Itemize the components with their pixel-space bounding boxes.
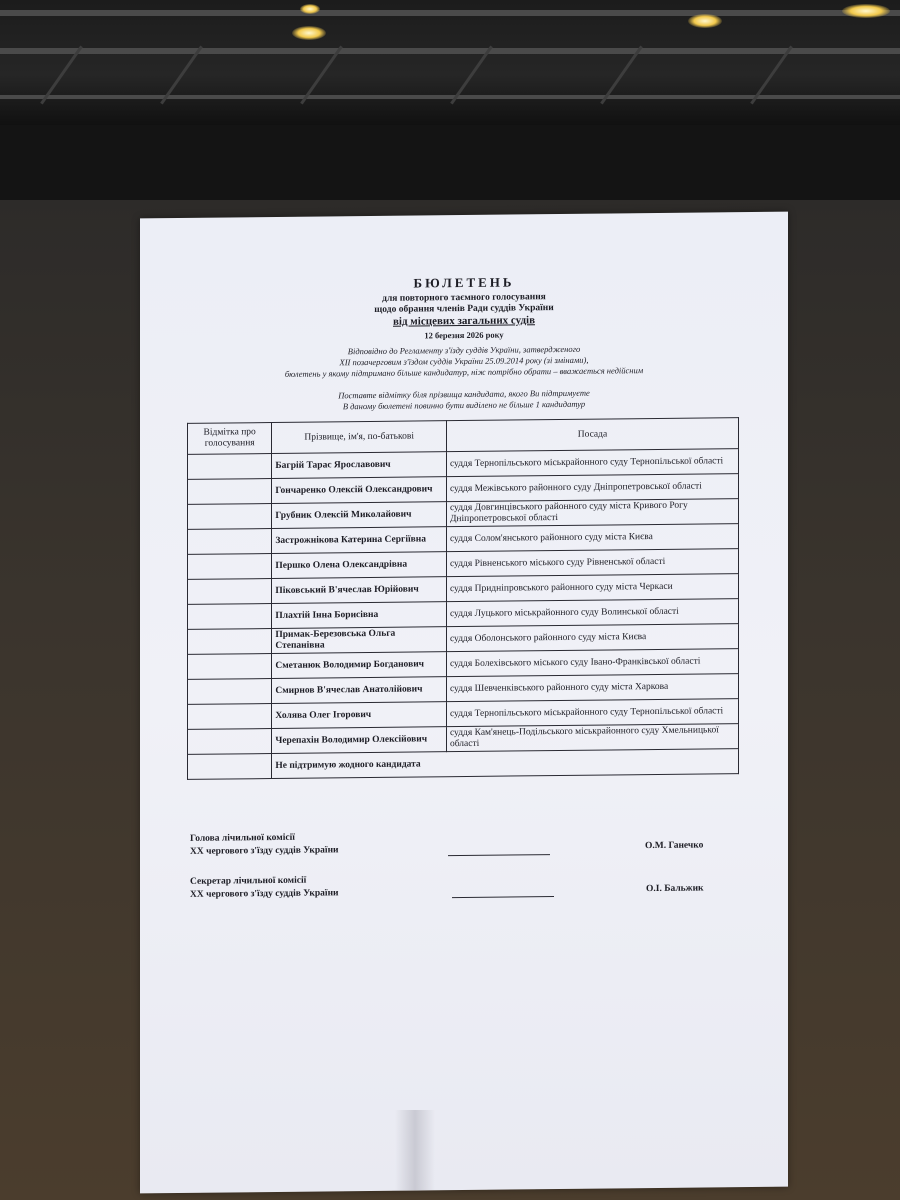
ballot-instruction: Поставте відмітку біля прізвища кандидата, якого Ви підтримуєте xyxy=(338,387,590,401)
candidate-position: суддя Болехівського міського суду Івано-Франківської області xyxy=(446,649,738,677)
candidate-position: суддя Придніпровського районного суду міста Черкаси xyxy=(446,574,738,602)
signature-block-secretary xyxy=(190,874,339,902)
vote-mark-cell[interactable] xyxy=(188,679,272,705)
vote-mark-cell[interactable] xyxy=(188,729,272,755)
stage-light xyxy=(842,4,890,18)
table-row-none xyxy=(188,749,739,780)
candidate-name: Плахтій Інна Борисівна xyxy=(272,602,447,629)
candidate-name: Багрій Тарас Ярославович xyxy=(272,452,447,479)
signature-name: О.І. Бальжик xyxy=(646,883,704,895)
signature-line xyxy=(448,854,550,856)
candidate-name: Холява Олег Ігорович xyxy=(272,702,447,729)
candidate-position: суддя Довгинцівського районного суду міста Кривого Рогу Дніпропетровської області xyxy=(446,499,738,527)
candidate-name: Піковський В'ячеслав Юрійович xyxy=(272,577,447,604)
ballot-intro: Відповідно до Регламенту з'їзду суддів України, затвердженого xyxy=(347,343,581,357)
ballot-date: 12 березня 2026 року xyxy=(424,329,504,341)
vote-mark-cell[interactable] xyxy=(188,529,272,555)
vote-mark-cell[interactable] xyxy=(188,654,272,680)
candidate-name: Смирнов В'ячеслав Анатолійович xyxy=(272,677,447,704)
candidate-name: Грубник Олексій Миколайович xyxy=(272,502,447,529)
candidate-position: суддя Солом'янського районного суду міста Києва xyxy=(446,524,738,552)
vote-mark-cell[interactable] xyxy=(188,554,272,580)
ballot-subtitle: щодо обрання членів Ради суддів України xyxy=(374,303,554,315)
stage-light xyxy=(300,4,320,14)
vote-mark-cell[interactable] xyxy=(188,504,272,530)
vote-mark-cell[interactable] xyxy=(188,754,272,780)
candidate-position: суддя Луцького міськрайонного суду Волинської області xyxy=(446,599,738,627)
truss-bar xyxy=(0,95,900,99)
candidate-position: суддя Рівненського міського суду Рівненської області xyxy=(446,549,738,577)
vote-mark-cell[interactable] xyxy=(188,604,272,630)
truss-bar xyxy=(0,48,900,54)
vote-mark-cell[interactable] xyxy=(188,579,272,605)
vote-mark-cell[interactable] xyxy=(188,479,272,505)
signature-line xyxy=(452,896,554,898)
vote-mark-cell[interactable] xyxy=(188,629,272,655)
candidate-position: суддя Кам'янець-Подільського міськрайонного суду Хмельницької області xyxy=(446,724,738,752)
stage-truss xyxy=(0,0,900,125)
candidates-table xyxy=(187,417,739,780)
candidate-name: Застрожнікова Катерина Сергіївна xyxy=(272,527,447,554)
candidate-position: суддя Тернопільського міськрайонного суду Тернопільської області xyxy=(446,699,738,727)
signature-name: О.М. Ганечко xyxy=(645,840,704,852)
ballot-subtitle: від місцевих загальних судів xyxy=(392,314,536,328)
candidate-name: Гончаренко Олексій Олександрович xyxy=(272,477,447,504)
ballot-sheet xyxy=(140,212,788,1194)
vote-mark-cell[interactable] xyxy=(188,704,272,730)
signature-role: Секретар лічильної комісії xyxy=(190,875,307,887)
ballot-title: БЮЛЕТЕНЬ xyxy=(413,274,515,291)
truss-bar xyxy=(0,10,900,16)
candidate-position: суддя Тернопільського міськрайонного суду Тернопільської області xyxy=(446,449,738,477)
none-option-label: Не підтримую жодного кандидата xyxy=(272,749,739,779)
ballot-intro: XII позачерговим з'їздом суддів України 25.09.2014 року (зі змінами), xyxy=(339,354,589,368)
signature-role: XX чергового з'їзду суддів України xyxy=(190,845,339,857)
candidate-position: суддя Межівського районного суду Дніпропетровської області xyxy=(446,474,738,502)
vote-mark-cell[interactable] xyxy=(188,454,272,480)
ballot-instruction: В даному бюлетені повинно бути виділено не більше 1 кандидатур xyxy=(342,398,586,412)
candidate-position: суддя Шевченківського районного суду міста Харкова xyxy=(446,674,738,702)
candidate-name: Примак-Березовська Ольга Степанівна xyxy=(272,627,447,654)
stage-light xyxy=(292,26,326,40)
candidate-name: Черепахін Володимир Олексійович xyxy=(272,727,447,754)
column-header-position: Посада xyxy=(446,418,738,452)
stage-light xyxy=(688,14,722,28)
ballot-subtitle: для повторного таємного голосування xyxy=(382,292,546,304)
candidate-position: суддя Оболонського районного суду міста Києва xyxy=(446,624,738,652)
candidate-name: Сметанюк Володимир Богданович xyxy=(272,652,447,679)
paper-fold xyxy=(395,1110,435,1190)
signature-block-chair xyxy=(190,831,339,859)
candidate-name: Першко Олена Олександрівна xyxy=(272,552,447,579)
signature-role: XX чергового з'їзду суддів України xyxy=(190,888,339,900)
column-header-name: Прізвище, ім'я, по-батькові xyxy=(272,421,447,454)
column-header-mark: Відмітка про голосування xyxy=(188,423,272,455)
ballot-intro: бюлетень у якому підтримано більше кандидатур, ніж потрібно обрати – вважається недійсним xyxy=(284,365,644,379)
signature-role: Голова лічильної комісії xyxy=(190,832,295,844)
